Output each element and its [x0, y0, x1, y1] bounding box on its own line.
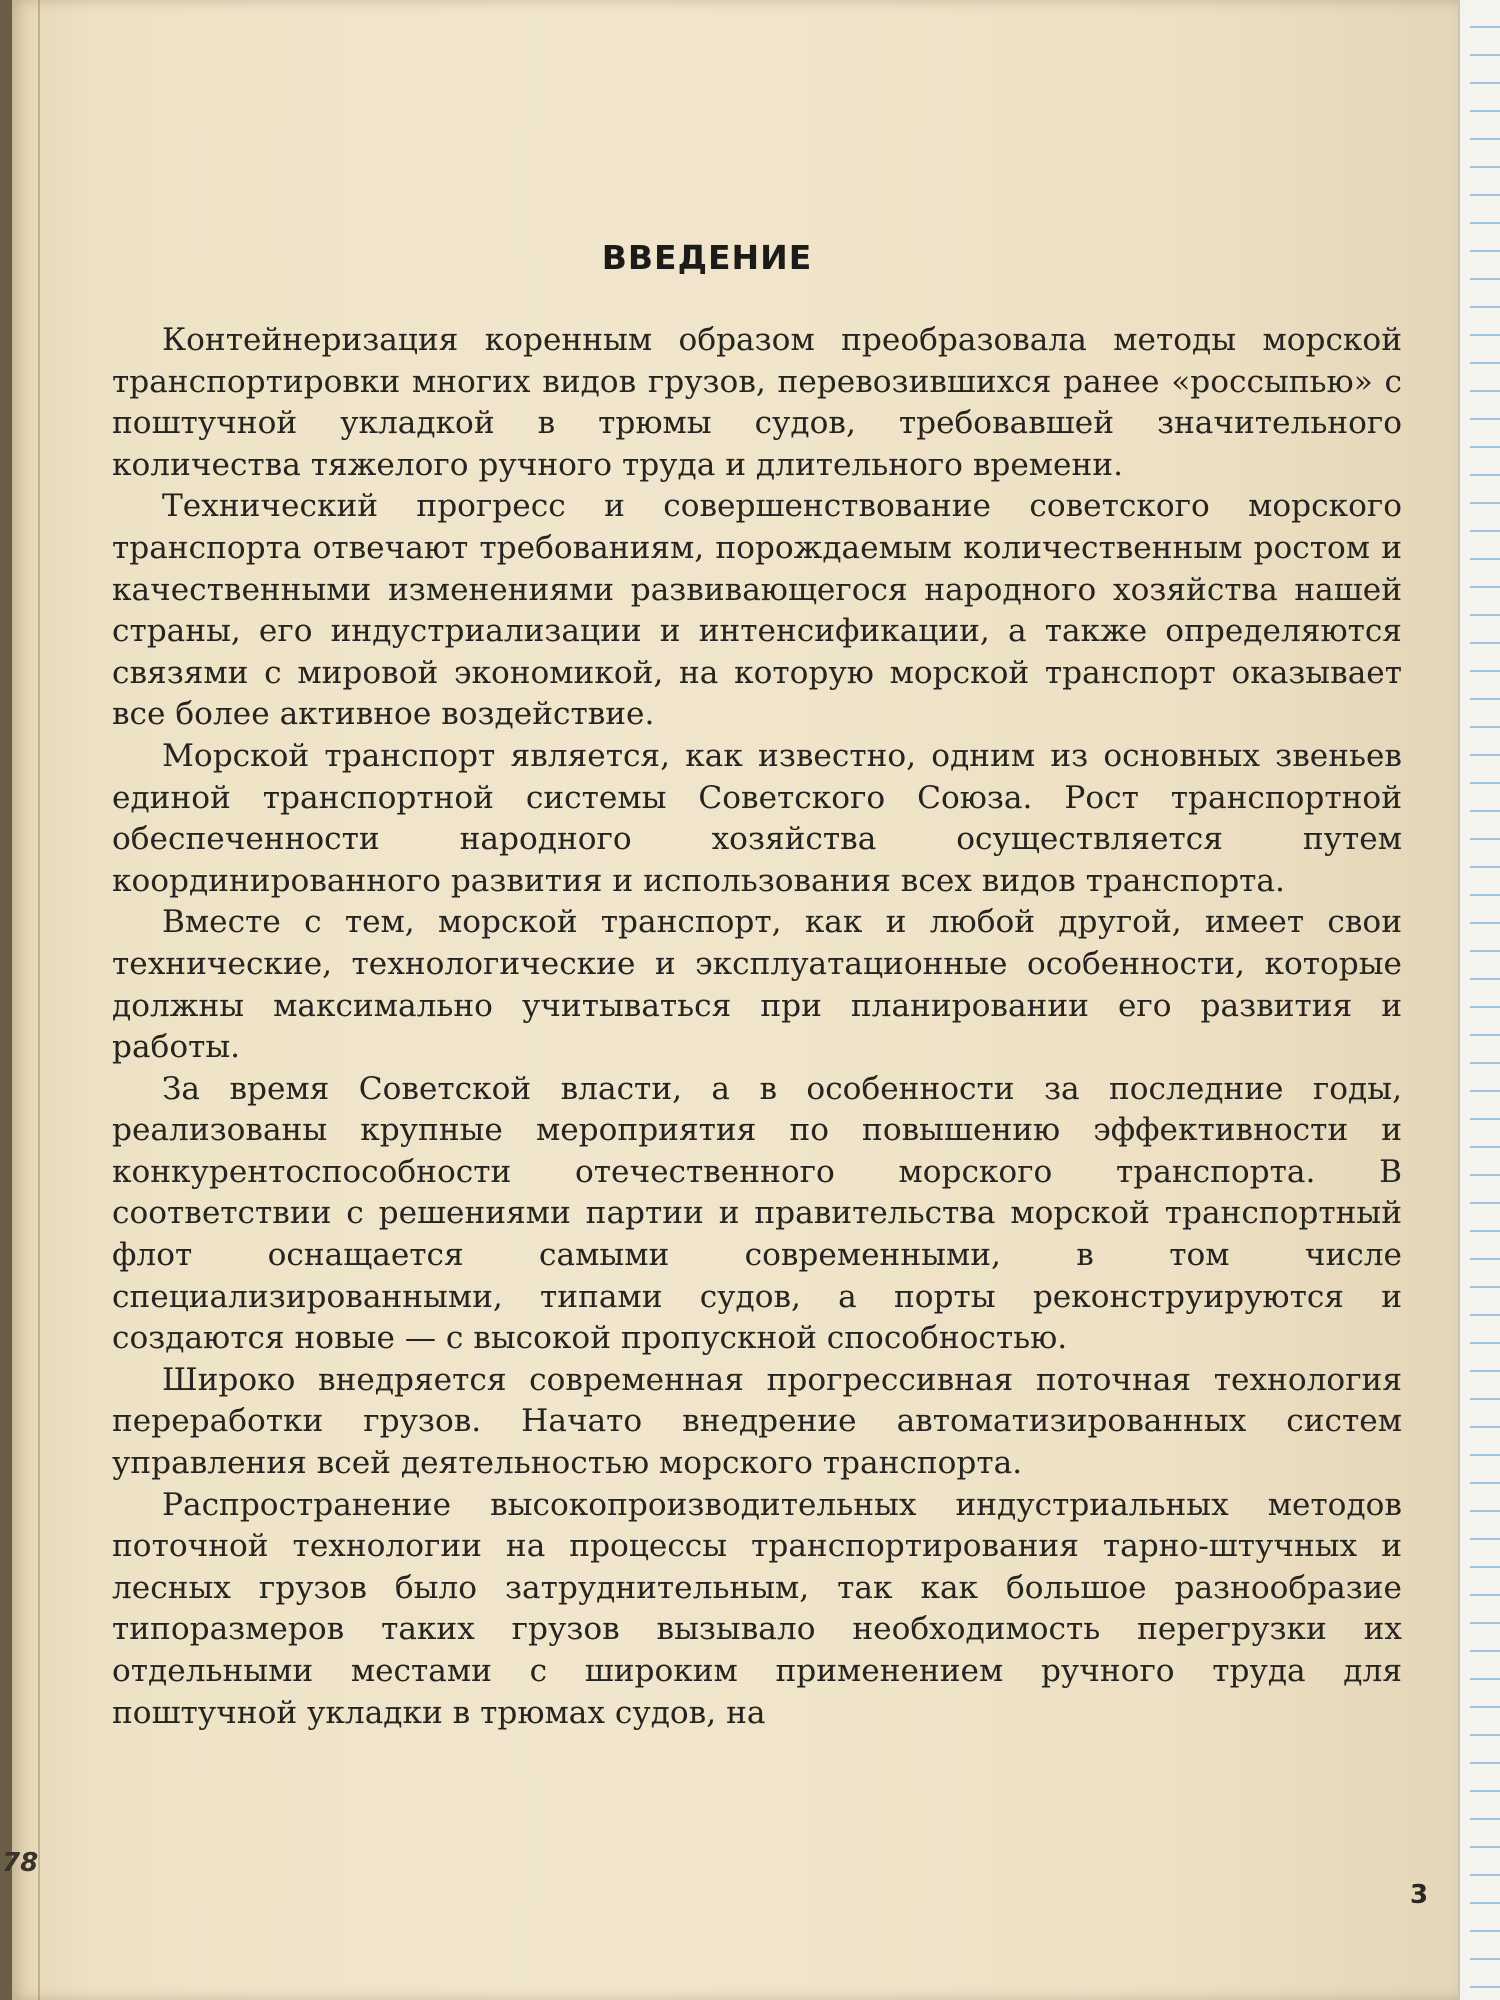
page-number: 3 — [1410, 1880, 1429, 1910]
book-spine-edge — [0, 0, 12, 2000]
background-notebook — [1458, 0, 1500, 2000]
page-fold-line — [38, 0, 40, 2000]
paragraph-1: Контейнеризация коренным образом преобразовала методы морской транспортировки многих видов грузов, перевозившихся ранее «россыпью» с поштучной укладкой в трюмы судов, требовавшей значительного количества тяжелого ручного труда и длительного времени. — [112, 322, 1402, 483]
paragraph-3: Морской транспорт является, как известно, одним из основных звеньев единой транспортной системы Советского Союза. Рост транспортной обеспеченности народного хозяйства осуществляется путем координированного развития и использования всех видов транспорта. — [112, 737, 1402, 899]
paragraph-4: Вместе с тем, морской транспорт, как и любой другой, имеет свои технические, технологические и эксплуатационные особенности, которые должны максимально учитываться при планировании его развития и работы. — [112, 904, 1402, 1066]
paragraph-5: За время Советской власти, а в особенности за последние годы, реализованы крупные мероприятия по повышению эффективности и конкурентоспособности отечественного морского транспорта. В соответствии с решениями партии и правительства морской транспортный флот оснащается самыми современными, в том числе специализированными, типами судов, а порты реконструируются и создаются новые — с высокой пропускной способностью. — [112, 1070, 1402, 1357]
notebook-grid-lines — [1470, 0, 1500, 2000]
body-text — [112, 320, 1402, 1734]
book-page — [12, 0, 1460, 2000]
paragraph-6: Широко внедряется современная прогрессивная поточная технология переработки грузов. Начато внедрение автоматизированных систем управления всей деятельностью морского транспорта. — [112, 1361, 1402, 1482]
paragraph-2: Технический прогресс и совершенствование советского морского транспорта отвечают требованиям, порождаемым количественным ростом и качественными изменениями развивающегося народного хозяйства нашей страны, его индустриализации и интенсификации, а также определяются связями с мировой экономикой, на которую морской транспорт оказывает все более активное воздействие. — [112, 488, 1402, 733]
paragraph-7: Распространение высокопроизводительных индустриальных методов поточной технологии на процессы транспортирования тарно-штучных и лесных грузов было затруднительным, так как большое разнообразие типоразмеров таких грузов вызывало необходимость перегрузки их отдельными местами с широким применением ручного труда для поштучной укладки в трюмах судов, на — [112, 1486, 1402, 1731]
margin-mark: 78 — [2, 1848, 39, 1878]
chapter-heading: ВВЕДЕНИЕ — [601, 238, 813, 277]
